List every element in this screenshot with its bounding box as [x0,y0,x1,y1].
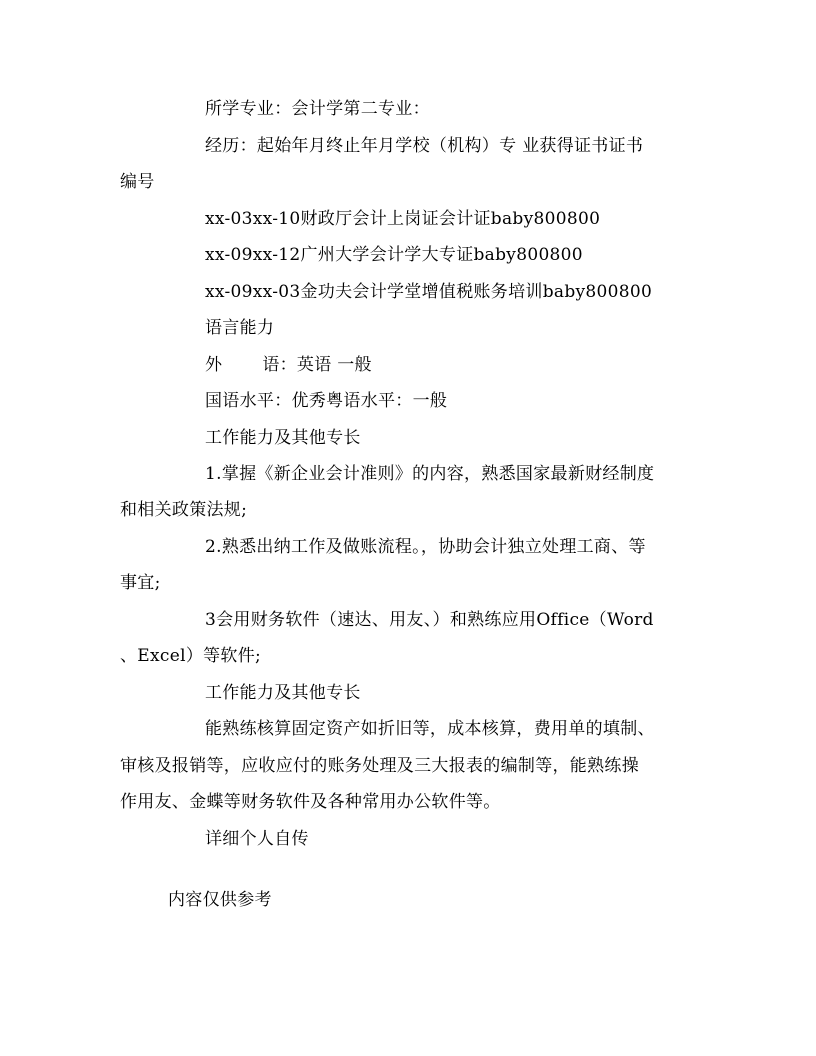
foreign-language-value: 语：英语 一般 [262,355,372,375]
skill-item-1: 1.掌握《新企业会计准则》的内容，熟悉国家最新财经制度 [205,464,655,484]
work-heading: 工作能力及其他专长 [205,428,361,448]
ability-paragraph-line: 审核及报销等，应收应付的账务处理及三大报表的编制等，能熟练操 [120,756,639,776]
skill-item-2: 2.熟悉出纳工作及做账流程。，协助会计独立处理工商、等 [205,537,646,557]
ability-paragraph-line: 作用友、金蝶等财务软件及各种常用办公软件等。 [120,792,501,812]
foreign-language-label: 外 [205,355,223,375]
mandarin-line: 国语水平：优秀粤语水平：一般 [205,391,448,411]
experience-item: xx-03xx-10财政厅会计上岗证会计证baby800800 [205,209,601,229]
skill-item-3-continued: 、Excel）等软件; [120,646,262,666]
major-line: 所学专业：会计学第二专业： [205,99,430,119]
skill-item-1-continued: 和相关政策法规; [120,500,248,520]
footer-note: 内容仅供参考 [168,890,272,910]
experience-header: 经历：起始年月终止年月学校（机构）专 业获得证书证书 [205,136,644,156]
experience-item: xx-09xx-12广州大学会计学大专证baby800800 [205,245,583,265]
skill-item-2-continued: 事宜; [120,573,161,593]
work-heading: 工作能力及其他专长 [205,683,361,703]
experience-header-continued: 编号 [120,172,155,192]
bio-heading: 详细个人自传 [205,829,309,849]
experience-item: xx-09xx-03金功夫会计学堂增值税账务培训baby800800 [205,282,653,302]
foreign-language-line [205,354,372,376]
ability-paragraph-line: 能熟练核算固定资产如折旧等，成本核算，费用单的填制、 [205,719,655,739]
language-heading: 语言能力 [205,318,275,338]
skill-item-3: 3会用财务软件（速达、用友、）和熟练应用Office（Word [205,610,654,630]
